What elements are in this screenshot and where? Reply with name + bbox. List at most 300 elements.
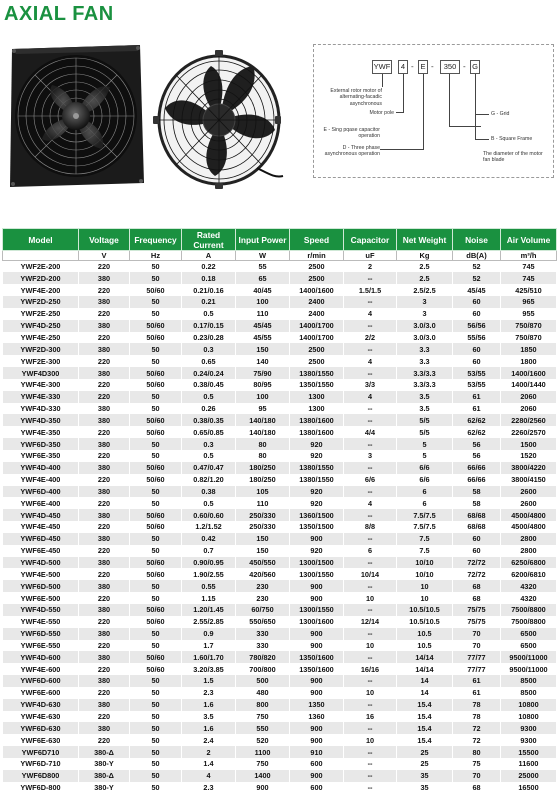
cell-rated-current: 0.82/1.20 xyxy=(182,474,236,486)
cell-rated-current: 2.3 xyxy=(182,782,236,794)
cell-frequency: 50 xyxy=(130,308,182,320)
cell-speed: 1300/1500 xyxy=(290,557,344,569)
cell-speed: 2500 xyxy=(290,355,344,367)
cell-net-weight: 7.5/7.5 xyxy=(397,509,453,521)
square-frame-fan-photo xyxy=(6,43,146,189)
cell-capacitor: 6/6 xyxy=(344,474,397,486)
note-diameter: The diameter of the motor fan blade xyxy=(483,151,543,164)
cell-voltage: 220 xyxy=(79,308,130,320)
cell-air-volume: 9300 xyxy=(501,734,557,746)
cell-air-volume: 4500/4800 xyxy=(501,521,557,533)
table-row xyxy=(3,438,557,450)
cell-voltage: 220 xyxy=(79,545,130,557)
cell-rated-current: 1.7 xyxy=(182,640,236,652)
cell-rated-current: 2.3 xyxy=(182,687,236,699)
cell-capacitor: 10 xyxy=(344,734,397,746)
unit-speed: r/min xyxy=(290,251,344,261)
cell-noise: 68 xyxy=(453,782,501,794)
cell-net-weight: 5/5 xyxy=(397,414,453,426)
cell-capacitor: -- xyxy=(344,758,397,770)
cell-voltage: 380-Y xyxy=(79,782,130,794)
table-row xyxy=(3,628,557,640)
cell-speed: 920 xyxy=(290,497,344,509)
cell-net-weight: 10/10 xyxy=(397,557,453,569)
cell-input-power: 1100 xyxy=(236,746,290,758)
cell-net-weight: 3.3 xyxy=(397,355,453,367)
cell-voltage: 220 xyxy=(79,711,130,723)
cell-input-power: 800 xyxy=(236,699,290,711)
cell-speed: 1300/1550 xyxy=(290,604,344,616)
cell-net-weight: 5 xyxy=(397,450,453,462)
cell-input-power: 230 xyxy=(236,580,290,592)
cell-input-power: 250/330 xyxy=(236,521,290,533)
table-row xyxy=(3,367,557,379)
cell-rated-current: 2 xyxy=(182,746,236,758)
cell-speed: 1400/1700 xyxy=(290,332,344,344)
table-row xyxy=(3,734,557,746)
cell-frequency: 50 xyxy=(130,261,182,273)
cell-rated-current: 0.38 xyxy=(182,486,236,498)
cell-noise: 53/55 xyxy=(453,367,501,379)
cell-rated-current: 4 xyxy=(182,770,236,782)
cell-frequency: 50/60 xyxy=(130,557,182,569)
cell-capacitor: -- xyxy=(344,414,397,426)
cell-rated-current: 1.20/1.45 xyxy=(182,604,236,616)
note-d-phase: D - Three phase asynchronous operation xyxy=(324,145,380,158)
cell-rated-current: 1.6 xyxy=(182,722,236,734)
cell-input-power: 780/820 xyxy=(236,651,290,663)
cell-input-power: 330 xyxy=(236,640,290,652)
cell-net-weight: 3.3/3.3 xyxy=(397,367,453,379)
cell-noise: 61 xyxy=(453,687,501,699)
cell-voltage: 380 xyxy=(79,296,130,308)
cell-speed: 1350/1600 xyxy=(290,651,344,663)
cell-input-power: 750 xyxy=(236,711,290,723)
cell-frequency: 50 xyxy=(130,580,182,592)
cell-rated-current: 0.47/0.47 xyxy=(182,462,236,474)
model-code-diagram xyxy=(313,44,554,178)
table-row xyxy=(3,782,557,794)
cell-rated-current: 0.3 xyxy=(182,343,236,355)
cell-rated-current: 3.20/3.85 xyxy=(182,663,236,675)
table-row xyxy=(3,414,557,426)
cell-voltage: 220 xyxy=(79,663,130,675)
cell-air-volume: 1800 xyxy=(501,355,557,367)
cell-input-power: 65 xyxy=(236,272,290,284)
cell-input-power: 55 xyxy=(236,261,290,273)
cell-frequency: 50 xyxy=(130,486,182,498)
cell-net-weight: 3.0/3.0 xyxy=(397,332,453,344)
cell-voltage: 380-Y xyxy=(79,758,130,770)
cell-rated-current: 2.55/2.85 xyxy=(182,616,236,628)
cell-capacitor: -- xyxy=(344,722,397,734)
code-type: YWF xyxy=(372,60,392,74)
cell-speed: 900 xyxy=(290,580,344,592)
cell-voltage: 380 xyxy=(79,438,130,450)
cell-noise: 53/55 xyxy=(453,379,501,391)
header-model: Model xyxy=(3,229,79,251)
cell-capacitor: -- xyxy=(344,320,397,332)
cell-frequency: 50/60 xyxy=(130,604,182,616)
cell-voltage: 380 xyxy=(79,628,130,640)
cell-capacitor: 10/14 xyxy=(344,568,397,580)
cell-noise: 68 xyxy=(453,592,501,604)
cell-net-weight: 5/5 xyxy=(397,426,453,438)
cell-net-weight: 2.5 xyxy=(397,261,453,273)
cell-air-volume: 9500/11000 xyxy=(501,663,557,675)
note-grid: G - Grid xyxy=(491,111,510,117)
cell-speed: 2500 xyxy=(290,343,344,355)
cell-input-power: 230 xyxy=(236,592,290,604)
cell-air-volume: 2600 xyxy=(501,497,557,509)
cell-speed: 920 xyxy=(290,486,344,498)
cell-capacitor: 3/3 xyxy=(344,379,397,391)
cell-model: YWF6D-400 xyxy=(3,486,79,498)
cell-rated-current: 1.6 xyxy=(182,699,236,711)
table-row xyxy=(3,497,557,509)
cell-model: YWF6E-450 xyxy=(3,545,79,557)
cell-net-weight: 6 xyxy=(397,497,453,509)
cell-input-power: 750 xyxy=(236,758,290,770)
cell-capacitor: 4/4 xyxy=(344,426,397,438)
cell-noise: 60 xyxy=(453,296,501,308)
cell-net-weight: 14/14 xyxy=(397,651,453,663)
cell-speed: 2500 xyxy=(290,261,344,273)
cell-capacitor: -- xyxy=(344,343,397,355)
table-row xyxy=(3,687,557,699)
table-row xyxy=(3,580,557,592)
cell-net-weight: 3.5 xyxy=(397,391,453,403)
cell-air-volume: 6200/6810 xyxy=(501,568,557,580)
cell-net-weight: 25 xyxy=(397,746,453,758)
table-row xyxy=(3,699,557,711)
cell-net-weight: 3.0/3.0 xyxy=(397,320,453,332)
cell-net-weight: 10.5/10.5 xyxy=(397,616,453,628)
cell-air-volume: 4320 xyxy=(501,592,557,604)
cell-net-weight: 6/6 xyxy=(397,474,453,486)
cell-rated-current: 0.5 xyxy=(182,497,236,509)
table-row xyxy=(3,711,557,723)
table-row xyxy=(3,450,557,462)
cell-model: YWF4D-500 xyxy=(3,557,79,569)
cell-voltage: 380-Δ xyxy=(79,770,130,782)
cell-noise: 75/75 xyxy=(453,604,501,616)
cell-net-weight: 10 xyxy=(397,580,453,592)
cell-input-power: 450/550 xyxy=(236,557,290,569)
cell-air-volume: 3800/4150 xyxy=(501,474,557,486)
cell-frequency: 50 xyxy=(130,592,182,604)
cell-noise: 70 xyxy=(453,770,501,782)
cell-net-weight: 7.5 xyxy=(397,533,453,545)
cell-input-power: 140/180 xyxy=(236,414,290,426)
cell-model: YWF4D-600 xyxy=(3,651,79,663)
header-input-power: Input Power xyxy=(236,229,290,251)
cell-voltage: 380 xyxy=(79,343,130,355)
cell-noise: 78 xyxy=(453,699,501,711)
table-row xyxy=(3,651,557,663)
cell-noise: 70 xyxy=(453,628,501,640)
cell-speed: 1350/1500 xyxy=(290,521,344,533)
cell-voltage: 220 xyxy=(79,391,130,403)
cell-model: YWF2E-300 xyxy=(3,355,79,367)
cell-net-weight: 3 xyxy=(397,296,453,308)
cell-voltage: 380 xyxy=(79,486,130,498)
cell-model: YWF4E-250 xyxy=(3,332,79,344)
cell-voltage: 380 xyxy=(79,699,130,711)
cell-model: YWF2D-250 xyxy=(3,296,79,308)
cell-capacitor: -- xyxy=(344,403,397,415)
cell-capacitor: -- xyxy=(344,580,397,592)
code-pole: 4 xyxy=(398,60,408,74)
cell-net-weight: 10/10 xyxy=(397,568,453,580)
cell-noise: 52 xyxy=(453,261,501,273)
cell-air-volume: 1850 xyxy=(501,343,557,355)
table-row xyxy=(3,770,557,782)
grid-guard-fan-photo xyxy=(149,48,284,190)
cell-input-power: 45/45 xyxy=(236,320,290,332)
cell-model: YWF4D-550 xyxy=(3,604,79,616)
cell-noise: 55/56 xyxy=(453,332,501,344)
cell-speed: 900 xyxy=(290,592,344,604)
cell-rated-current: 0.38/0.35 xyxy=(182,414,236,426)
cell-voltage: 220 xyxy=(79,426,130,438)
code-frame: G xyxy=(470,60,480,74)
cell-air-volume: 2260/2570 xyxy=(501,426,557,438)
cell-rated-current: 0.55 xyxy=(182,580,236,592)
cell-input-power: 330 xyxy=(236,628,290,640)
cell-speed: 2400 xyxy=(290,308,344,320)
cell-air-volume: 16500 xyxy=(501,782,557,794)
cell-model: YWF4E-450 xyxy=(3,521,79,533)
cell-rated-current: 0.42 xyxy=(182,533,236,545)
cell-air-volume: 745 xyxy=(501,272,557,284)
cell-speed: 900 xyxy=(290,722,344,734)
unit-input-power: W xyxy=(236,251,290,261)
cell-voltage: 380 xyxy=(79,604,130,616)
cell-air-volume: 6500 xyxy=(501,628,557,640)
table-row xyxy=(3,332,557,344)
cell-air-volume: 6500 xyxy=(501,640,557,652)
cell-input-power: 95 xyxy=(236,403,290,415)
table-row xyxy=(3,403,557,415)
cell-voltage: 380 xyxy=(79,320,130,332)
cell-frequency: 50 xyxy=(130,758,182,770)
cell-net-weight: 2.5/2.5 xyxy=(397,284,453,296)
code-phase: E xyxy=(418,60,428,74)
cell-model: YWF2D-200 xyxy=(3,272,79,284)
cell-speed: 900 xyxy=(290,770,344,782)
cell-noise: 45/45 xyxy=(453,284,501,296)
cell-net-weight: 7.5/7.5 xyxy=(397,521,453,533)
cell-frequency: 50 xyxy=(130,734,182,746)
cell-speed: 1360/1500 xyxy=(290,509,344,521)
cell-capacitor: 4 xyxy=(344,308,397,320)
unit-frequency: Hz xyxy=(130,251,182,261)
cell-model: YWF4D-330 xyxy=(3,403,79,415)
cell-air-volume: 965 xyxy=(501,296,557,308)
cell-noise: 72 xyxy=(453,722,501,734)
cell-model: YWF4E-400 xyxy=(3,474,79,486)
cell-model: YWF6D800 xyxy=(3,770,79,782)
cell-capacitor: 4 xyxy=(344,497,397,509)
cell-noise: 72/72 xyxy=(453,568,501,580)
cell-input-power: 80 xyxy=(236,450,290,462)
cell-noise: 56 xyxy=(453,438,501,450)
cell-frequency: 50 xyxy=(130,355,182,367)
cell-air-volume: 8500 xyxy=(501,675,557,687)
cell-frequency: 50/60 xyxy=(130,509,182,521)
cell-capacitor: 16/16 xyxy=(344,663,397,675)
cell-voltage: 380 xyxy=(79,367,130,379)
cell-noise: 52 xyxy=(453,272,501,284)
cell-air-volume: 9300 xyxy=(501,722,557,734)
cell-air-volume: 25000 xyxy=(501,770,557,782)
cell-input-power: 100 xyxy=(236,391,290,403)
cell-voltage: 380 xyxy=(79,580,130,592)
cell-rated-current: 1.60/1.70 xyxy=(182,651,236,663)
cell-speed: 920 xyxy=(290,450,344,462)
cell-noise: 62/62 xyxy=(453,414,501,426)
cell-net-weight: 15.4 xyxy=(397,711,453,723)
cell-air-volume: 11600 xyxy=(501,758,557,770)
cell-model: YWF4E-300 xyxy=(3,379,79,391)
unit-capacitor: uF xyxy=(344,251,397,261)
cell-frequency: 50 xyxy=(130,746,182,758)
cell-frequency: 50 xyxy=(130,296,182,308)
cell-air-volume: 6250/6800 xyxy=(501,557,557,569)
cell-air-volume: 4500/4800 xyxy=(501,509,557,521)
cell-net-weight: 10 xyxy=(397,592,453,604)
cell-model: YWF6D-500 xyxy=(3,580,79,592)
cell-noise: 61 xyxy=(453,675,501,687)
cell-speed: 1380/1600 xyxy=(290,426,344,438)
table-header-row xyxy=(3,229,557,251)
cell-voltage: 220 xyxy=(79,497,130,509)
cell-voltage: 380 xyxy=(79,462,130,474)
cell-voltage: 380 xyxy=(79,509,130,521)
cell-frequency: 50 xyxy=(130,450,182,462)
cell-speed: 2500 xyxy=(290,272,344,284)
cell-frequency: 50 xyxy=(130,675,182,687)
cell-speed: 900 xyxy=(290,640,344,652)
cell-model: YWF6E-400 xyxy=(3,497,79,509)
cell-air-volume: 1400/1600 xyxy=(501,367,557,379)
table-row xyxy=(3,379,557,391)
cell-model: YWF4E-330 xyxy=(3,391,79,403)
cell-speed: 900 xyxy=(290,734,344,746)
cell-voltage: 380 xyxy=(79,557,130,569)
cell-speed: 1400/1700 xyxy=(290,320,344,332)
cell-model: YWF6E-600 xyxy=(3,687,79,699)
cell-net-weight: 6 xyxy=(397,486,453,498)
cell-net-weight: 15.4 xyxy=(397,734,453,746)
cell-capacitor: 6 xyxy=(344,545,397,557)
cell-net-weight: 10.5/10.5 xyxy=(397,604,453,616)
cell-frequency: 50 xyxy=(130,391,182,403)
cell-input-power: 105 xyxy=(236,486,290,498)
cell-capacitor: -- xyxy=(344,651,397,663)
cell-model: YWF4D-630 xyxy=(3,699,79,711)
cell-rated-current: 0.5 xyxy=(182,450,236,462)
page-title: AXIAL FAN xyxy=(4,3,114,25)
note-motor-type: External rotor motor of alternating-facadic asynchronous xyxy=(330,88,382,107)
cell-noise: 58 xyxy=(453,486,501,498)
cell-noise: 56/56 xyxy=(453,320,501,332)
cell-model: YWF2E-250 xyxy=(3,308,79,320)
table-row xyxy=(3,272,557,284)
cell-speed: 920 xyxy=(290,438,344,450)
cell-frequency: 50/60 xyxy=(130,651,182,663)
table-row xyxy=(3,261,557,273)
cell-air-volume: 1500 xyxy=(501,438,557,450)
cell-input-power: 1400 xyxy=(236,770,290,782)
cell-rated-current: 1.2/1.52 xyxy=(182,521,236,533)
table-row xyxy=(3,746,557,758)
cell-speed: 900 xyxy=(290,675,344,687)
cell-air-volume: 2280/2560 xyxy=(501,414,557,426)
cell-net-weight: 25 xyxy=(397,758,453,770)
header-rated-current: Rated Current xyxy=(182,229,236,251)
cell-voltage: 380-Δ xyxy=(79,746,130,758)
cell-air-volume: 750/870 xyxy=(501,320,557,332)
cell-frequency: 50/60 xyxy=(130,426,182,438)
cell-model: YWF2D-300 xyxy=(3,343,79,355)
table-row xyxy=(3,343,557,355)
cell-noise: 60 xyxy=(453,343,501,355)
cell-rated-current: 0.21 xyxy=(182,296,236,308)
cell-model: YWF4E-200 xyxy=(3,284,79,296)
table-row xyxy=(3,722,557,734)
cell-rated-current: 0.3 xyxy=(182,438,236,450)
header-voltage: Voltage xyxy=(79,229,130,251)
cell-noise: 61 xyxy=(453,403,501,415)
cell-noise: 66/66 xyxy=(453,474,501,486)
cell-net-weight: 3 xyxy=(397,308,453,320)
cell-input-power: 80 xyxy=(236,438,290,450)
cell-model: YWF6E-550 xyxy=(3,640,79,652)
cell-net-weight: 14/14 xyxy=(397,663,453,675)
cell-capacitor: 8/8 xyxy=(344,521,397,533)
cell-net-weight: 6/6 xyxy=(397,462,453,474)
cell-input-power: 900 xyxy=(236,782,290,794)
cell-noise: 77/77 xyxy=(453,651,501,663)
cell-model: YWF4D-450 xyxy=(3,509,79,521)
cell-frequency: 50/60 xyxy=(130,663,182,675)
cell-noise: 72 xyxy=(453,734,501,746)
cell-frequency: 50/60 xyxy=(130,474,182,486)
cell-noise: 72/72 xyxy=(453,557,501,569)
header-net-weight: Net Weight xyxy=(397,229,453,251)
cell-noise: 62/62 xyxy=(453,426,501,438)
unit-net-weight: Kg xyxy=(397,251,453,261)
cell-rated-current: 0.38/0.45 xyxy=(182,379,236,391)
cell-speed: 1400/1600 xyxy=(290,284,344,296)
cell-voltage: 220 xyxy=(79,379,130,391)
cell-voltage: 220 xyxy=(79,734,130,746)
table-row xyxy=(3,640,557,652)
cell-noise: 80 xyxy=(453,746,501,758)
cell-speed: 900 xyxy=(290,628,344,640)
cell-speed: 900 xyxy=(290,533,344,545)
table-row xyxy=(3,675,557,687)
cell-input-power: 75/90 xyxy=(236,367,290,379)
cell-noise: 75 xyxy=(453,758,501,770)
cell-frequency: 50/60 xyxy=(130,414,182,426)
cell-input-power: 150 xyxy=(236,533,290,545)
cell-capacitor: 10 xyxy=(344,687,397,699)
cell-noise: 70 xyxy=(453,640,501,652)
cell-rated-current: 0.90/0.95 xyxy=(182,557,236,569)
